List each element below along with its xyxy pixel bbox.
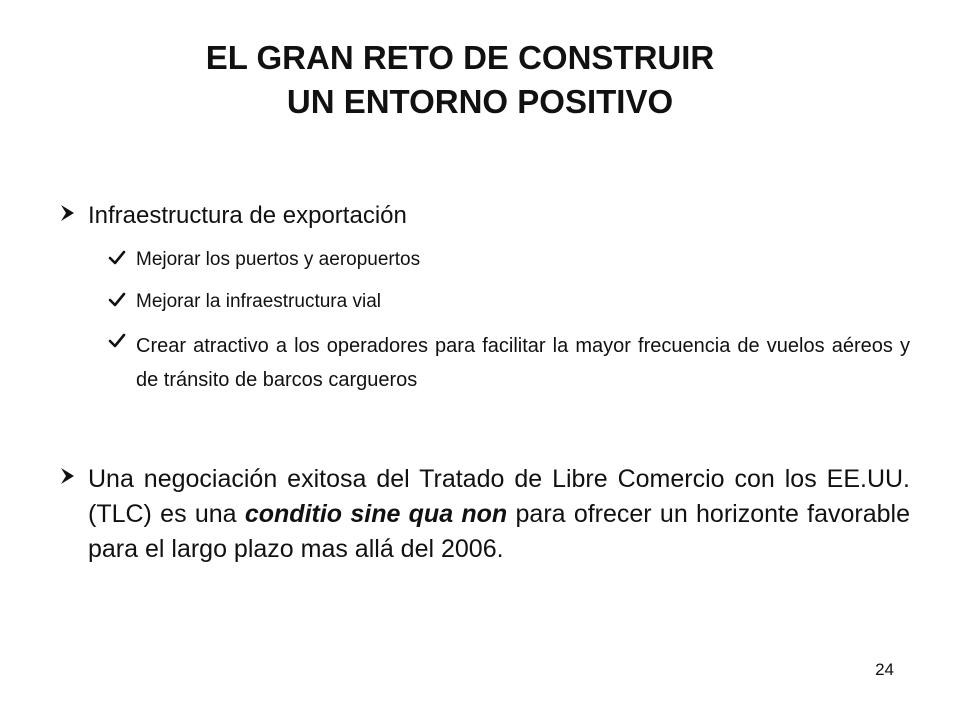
bullet-text-after: para ofrecer un horizonte favorable para el largo plazo mas allá del 2006.: [88, 500, 910, 563]
arrow-bullet-icon: [58, 464, 78, 488]
subitem-text: Mejorar los puertos y aeropuertos: [136, 249, 421, 270]
subitem-roads: [108, 288, 908, 316]
bullet-text: Infraestructura de exportación: [88, 202, 407, 229]
check-icon: [108, 332, 126, 350]
subitem-operators: [108, 329, 910, 397]
title-line-2: UN ENTORNO POSITIVO: [286, 83, 674, 120]
bullet-item-infrastructure: [58, 199, 908, 232]
bullet-text-before: Una negociación exitosa del Tratado de Libre Comercio con los EE.UU. (TLC) es una: [88, 465, 910, 528]
subitem-ports: [108, 246, 908, 274]
slide-title: [0, 36, 960, 124]
bullet-text: [88, 462, 910, 567]
title-line-1: EL GRAN RETO DE CONSTRUIR: [205, 39, 715, 76]
bullet-text-emphasis: conditio sine qua non: [244, 500, 508, 528]
check-icon: [108, 249, 126, 267]
check-icon: [108, 291, 126, 309]
subitem-text: Mejorar la infraestructura vial: [136, 291, 381, 312]
bullet-item-tlc: [58, 462, 910, 567]
arrow-bullet-icon: [58, 201, 78, 225]
page-number: 24: [875, 660, 894, 679]
subitem-text: Crear atractivo a los operadores para facilitar la mayor frecuencia de vuelos aéreos y de tránsito de barcos cargueros: [136, 335, 910, 391]
